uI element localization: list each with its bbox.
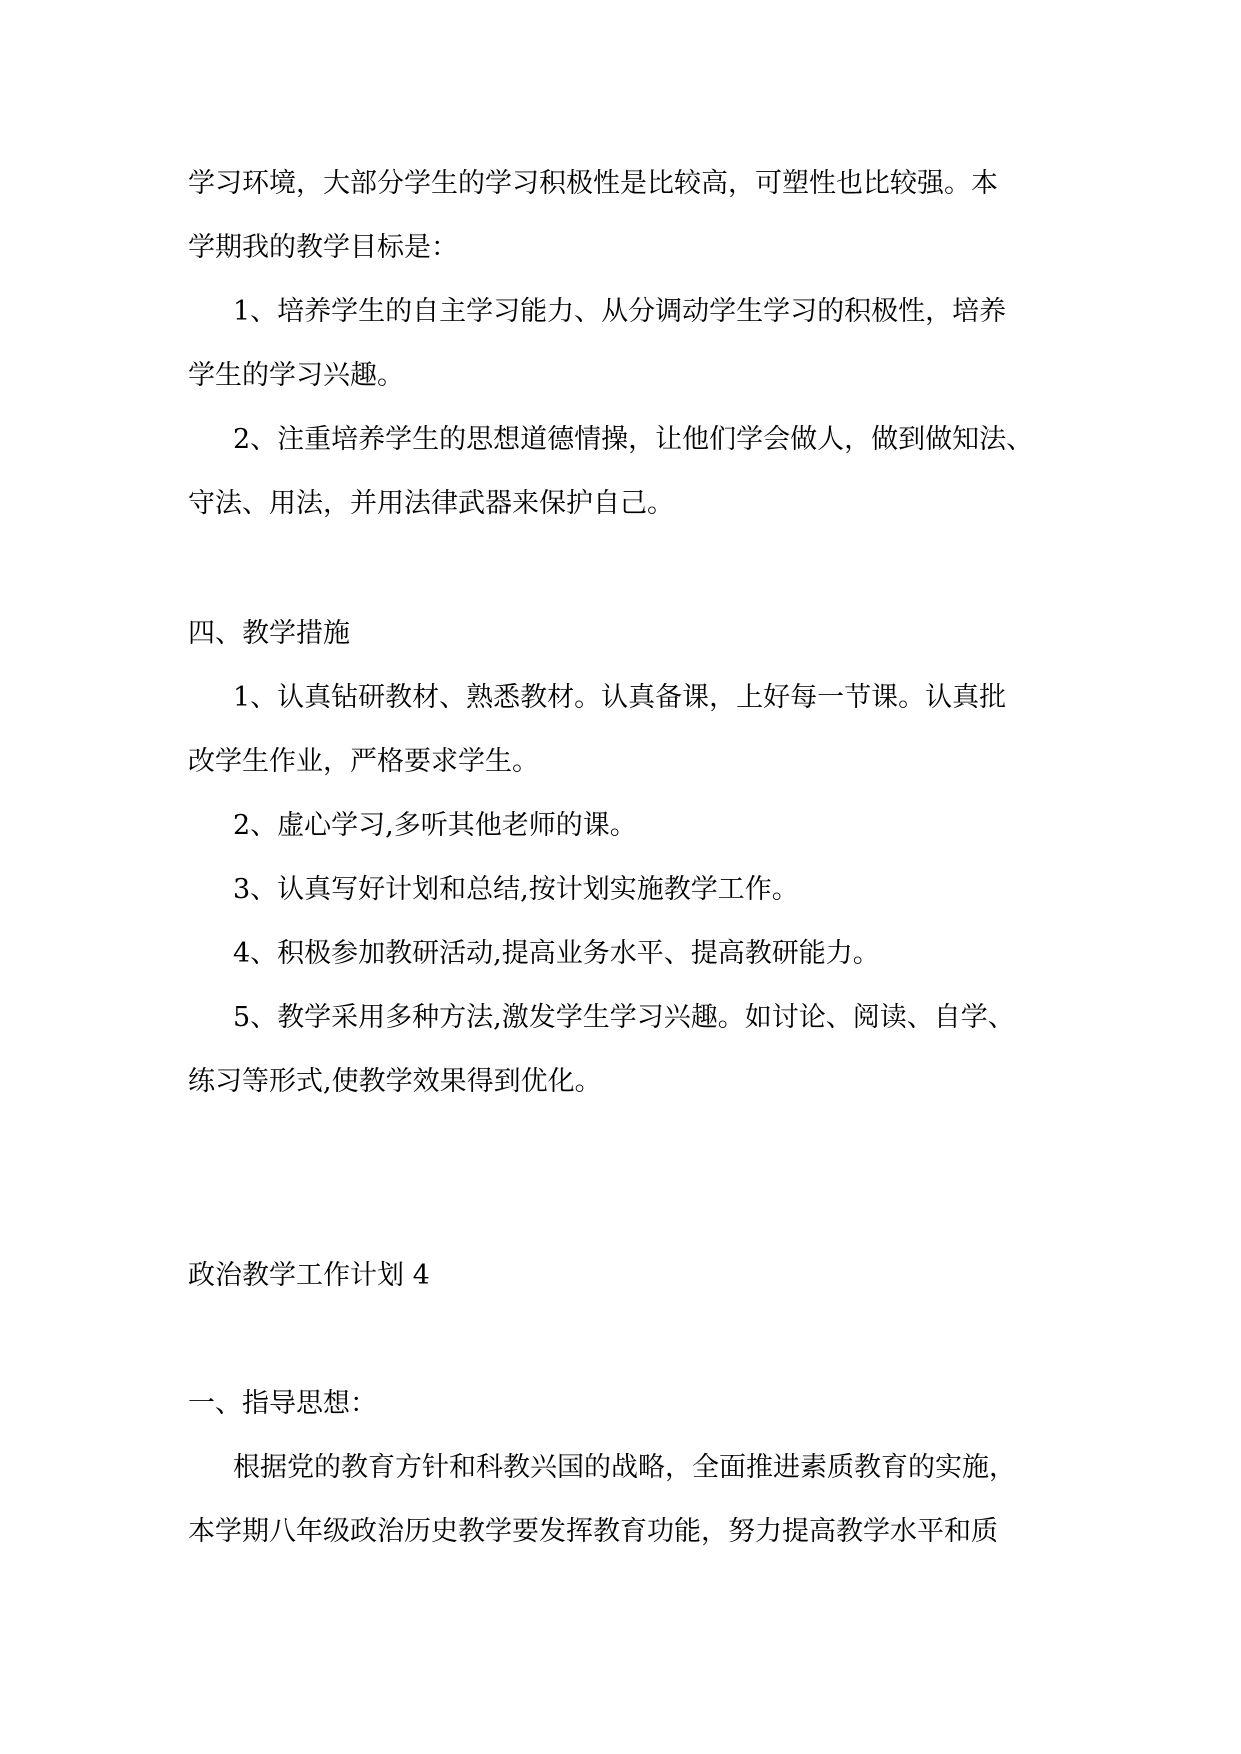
paragraph-line: 改学生作业，严格要求学生。: [188, 746, 539, 777]
list-item-line: 2、虚心学习,多听其他老师的课。: [233, 810, 637, 841]
list-item-line: 4、积极参加教研活动,提高业务水平、提高教研能力。: [233, 938, 880, 969]
list-item-line: 3、认真写好计划和总结,按计划实施教学工作。: [233, 874, 799, 905]
paragraph-line: 练习等形式,使教学效果得到优化。: [188, 1066, 602, 1097]
paragraph-line: 本学期八年级政治历史教学要发挥教育功能，努力提高教学水平和质: [188, 1516, 998, 1547]
document-title: 政治教学工作计划 4: [188, 1260, 430, 1291]
section-heading: 四、教学措施: [188, 618, 350, 649]
paragraph-line: 学期我的教学目标是：: [188, 232, 458, 263]
list-item-line: 2、注重培养学生的思想道德情操，让他们学会做人，做到做知法、: [233, 424, 1034, 455]
paragraph-line: 学习环境，大部分学生的学习积极性是比较高，可塑性也比较强。本: [188, 168, 998, 199]
list-item-line: 1、认真钻研教材、熟悉教材。认真备课，上好每一节课。认真批: [233, 682, 1007, 713]
paragraph-line: 学生的学习兴趣。: [188, 360, 404, 391]
paragraph-line: 根据党的教育方针和科教兴国的战略，全面推进素质教育的实施，: [233, 1452, 1016, 1483]
paragraph-line: 守法、用法，并用法律武器来保护自己。: [188, 488, 674, 519]
list-item-line: 1、培养学生的自主学习能力、从分调动学生学习的积极性，培养: [233, 296, 1007, 327]
section-heading: 一、指导思想：: [188, 1388, 377, 1419]
list-item-line: 5、教学采用多种方法,激发学生学习兴趣。如讨论、阅读、自学、: [233, 1002, 1015, 1033]
